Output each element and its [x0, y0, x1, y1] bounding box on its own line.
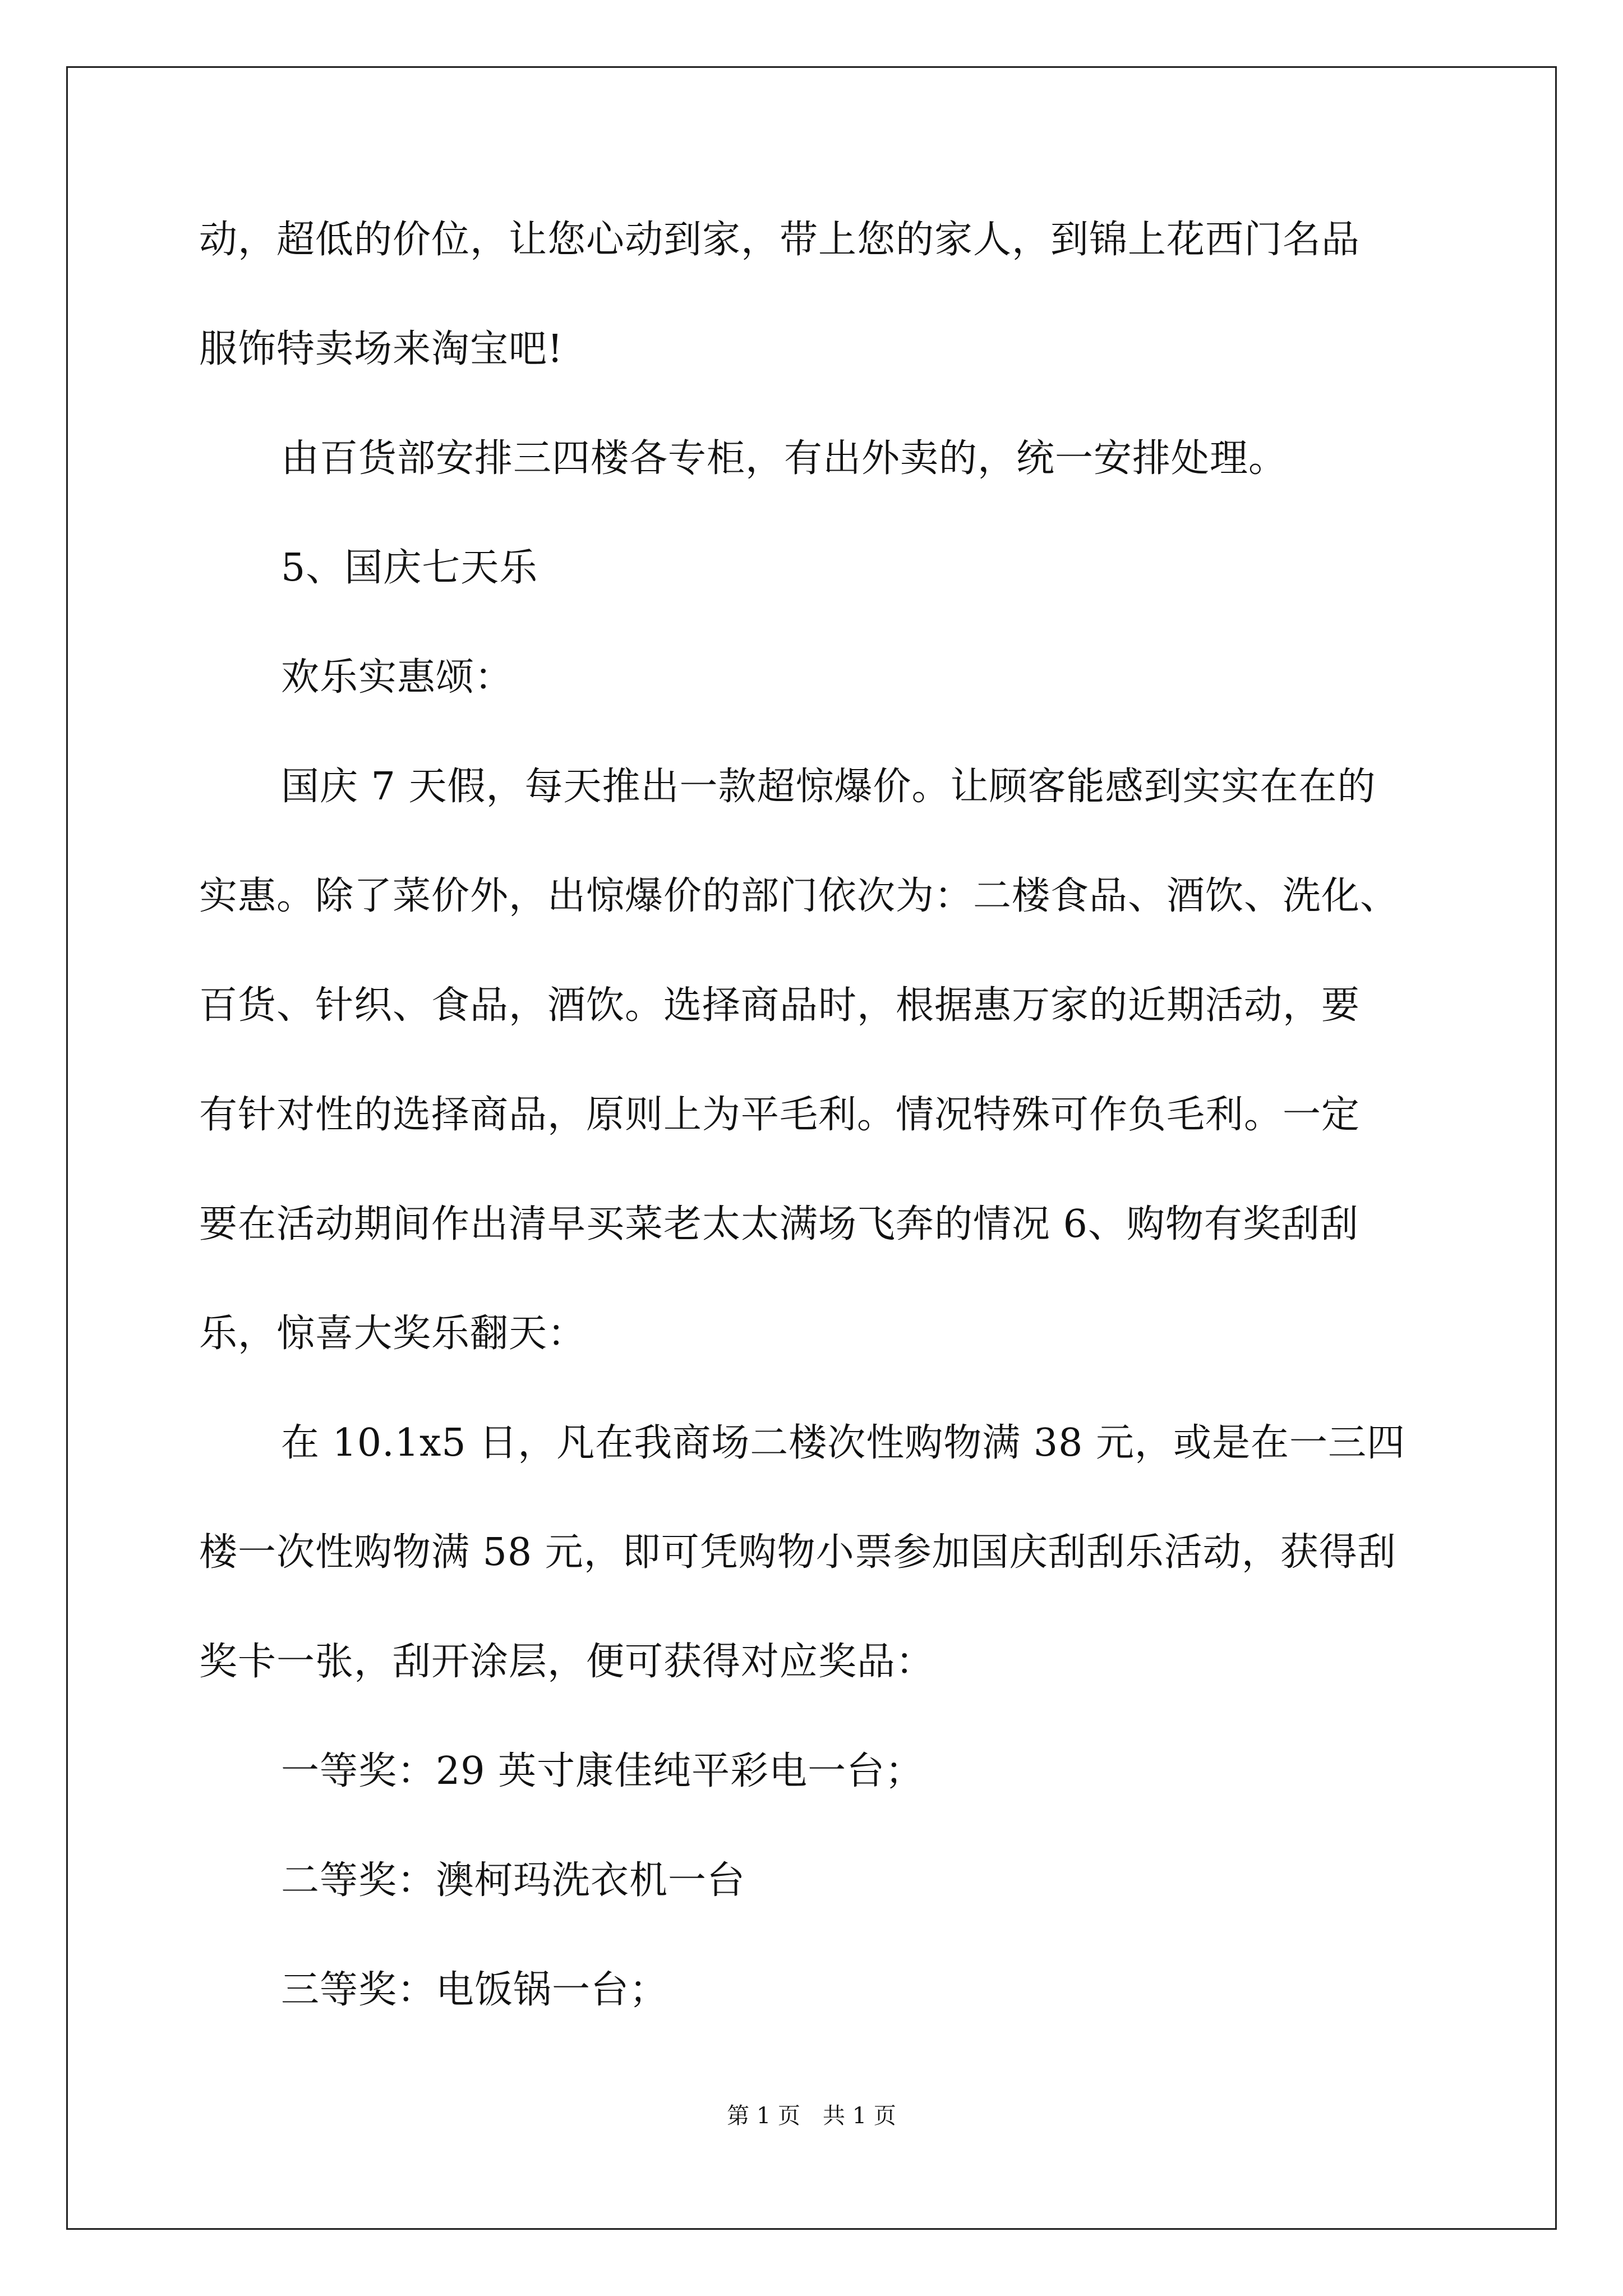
prize-line: 一等奖：29 英寸康佳纯平彩电一台；: [281, 1749, 924, 1793]
text-line: 楼一次性购物满 58 元，即可凭购物小票参加国庆刮刮乐活动，获得刮: [199, 1530, 1396, 1575]
section-heading: 5、国庆七天乐: [281, 546, 538, 590]
text-line: 欢乐实惠颂：: [281, 655, 514, 700]
document-body: [199, 213, 1438, 2073]
text-line: 实惠。除了菜价外，出惊爆价的部门依次为：二楼食品、酒饮、洗化、: [199, 874, 1399, 918]
text-line: 奖卡一张，刮开涂层，便可获得对应奖品：: [199, 1640, 935, 1684]
text-line: 百货、针织、食品，酒饮。选择商品时，根据惠万家的近期活动，要: [199, 983, 1361, 1028]
text-line: 国庆 7 天假，每天推出一款超惊爆价。让顾客能感到实实在在的: [281, 765, 1376, 809]
page-footer: 第 1 页 共 1 页: [727, 2103, 896, 2129]
text-line: 乐，惊喜大奖乐翻天：: [199, 1312, 587, 1356]
text-line: 由百货部安排三四楼各专柜，有出外卖的，统一安排处理。: [281, 436, 1288, 481]
text-line: 服饰特卖场来淘宝吧!: [199, 327, 564, 371]
text-line: 在 10.1x5 日，凡在我商场二楼次性购物满 38 元，或是在一三四: [281, 1421, 1406, 1465]
text-line: 动，超低的价位，让您心动到家，带上您的家人，到锦上花西门名品: [199, 218, 1361, 262]
text-line: 要在活动期间作出清早买菜老太太满场飞奔的情况 6、购物有奖刮刮: [199, 1202, 1359, 1246]
prize-line: 三等奖：电饭锅一台；: [281, 1968, 668, 2012]
prize-line: 二等奖：澳柯玛洗衣机一台: [281, 1858, 746, 1903]
text-line: 有针对性的选择商品，原则上为平毛利。情况特殊可作负毛利。一定: [199, 1093, 1361, 1137]
